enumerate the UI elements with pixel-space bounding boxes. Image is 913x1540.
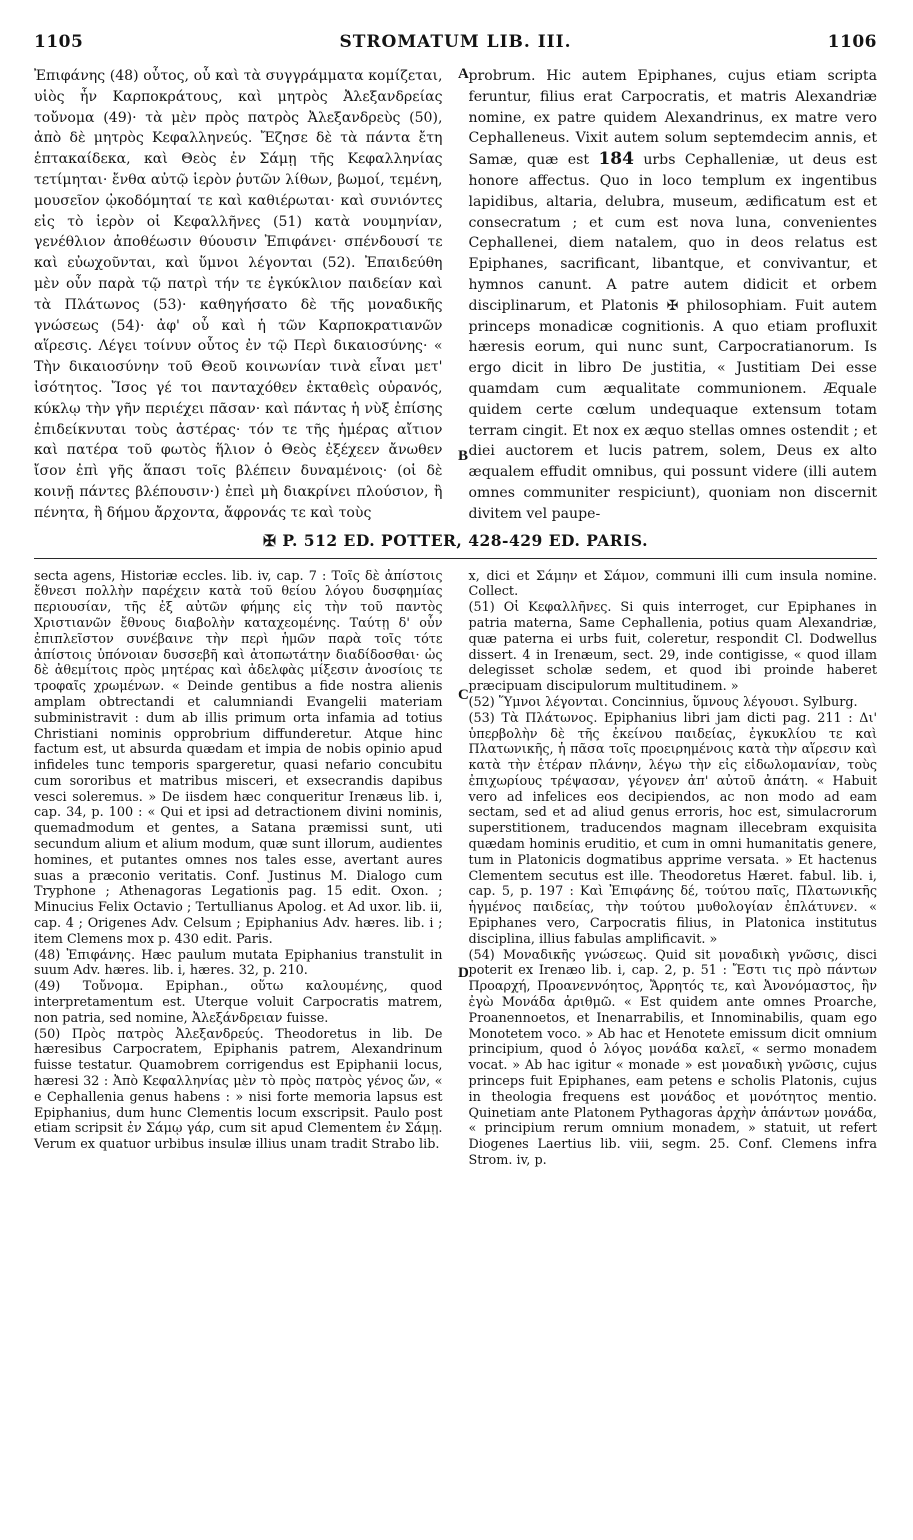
latin-main-text <box>469 66 878 525</box>
note-right-4: (53) Τὰ Πλάτωνος. Epiphanius libri jam dicti pag. 211 : Δι' ὑπερβολὴν δὲ τῆς ἐκείνου παιδείας, ἐγκυκλίου τε καὶ Πλατωνικῆς, ἡ πᾶσα τοῖς προειρημένοις κατὰ τὴν αἵρεσιν καὶ κατὰ τὴν ἑτέραν πλάνην, λέγω τὴν εἰς εἰδωλομανίαν, τοὺς ἐπιχωρίους τρέψασαν, γέγονεν ἀπ' αὐτοῦ ἀπάτη. « Habuit vero ad infelices eos decipiendos, ac non modo ad eam sectam, sed et ad aliud genus erroris, hoc est, simulacrorum superstitionem, traducendos magnam illecebram exquisita quædam hominis eruditio, et cum in omni humanitatis genere, tum in Platonicis dogmatibus apprime versata. » Et hactenus Clementem secutus est ille. Theodoretus Hæret. fabul. lib. i, cap. 5, p. 197 : Καὶ Ἐπιφάνης δέ, τούτου παῖς, Πλατωνικῆς ἡγμένος παιδείας, τὴν τούτου μυθολογίαν ἐπλάτυνεν. « Epiphanes vero, Carpocratis filius, in Platonica institutus disciplina, illius fabulas amplificavit. » <box>468 710 877 947</box>
margin-letter-b: B <box>458 448 469 464</box>
margin-letter-d: D <box>458 964 469 981</box>
note-left-3: (49) Τοὔνομα. Epiphan., οὕτω καλουμένης, quod interpretamentum est. Uterque voluit Carpocratis matrem, non patria, sed nomine, Ἀλεξάνδρειαν fuisse. <box>34 979 443 1026</box>
note-left-1: secta agens, Historiæ eccles. lib. iv, cap. 7 : Τοῖς δὲ ἀπίστοις ἔθνεσι πολλὴν παρέχειν κατὰ τοῦ θείου λόγου δυσφημίας περιουσίαν, τῆς ἐξ αὐτῶν φήμης εἰς τὴν τοῦ παντὸς Χριστιανῶν ἔθνους διαβολὴν καταχεομένης. Ταύτῃ δ' οὖν ἐπιπλεῖστον συνέβαινε τὴν περὶ ἡμῶν παρὰ τοῖς τότε ἀπίστοις ὑπόνοιαν δυσσεβῆ καὶ ἀτοπωτάτην διαδίδοσθαι· ὡς δὲ ἀθεμίτοις πρὸς μητέρας καὶ ἀδελφὰς μίξεσιν ἀνοσίοις τε τροφαῖς χρωμένων. « Deinde gentibus a fide nostra alienis amplam obtrectandi et calumniandi Evangelii materiam subministravit : dum ab illis primum orta infamia ad totius Christiani nominis opprobrium diffunderetur. Atque hinc factum est, ut absurda quædam et impia de nobis opinio apud infideles tunc temporis spargeretur, quasi nefario concubitu cum sororibus et matribus misceri, et exsecrandis dapibus vesci soleremus. » De iisdem hæc conqueritur Irenæus lib. i, cap. 34, p. 100 : « Qui et ipsi ad detractionem divini nominis, quemadmodum et gentes, a Satana præmissi sunt, uti secundum alium et alium modum, quæ sunt illorum, audientes homines, et putantes omnes nos tales esse, avertant aures suas a præconio veritatis. Conf. Justinus M. Dialogo cum Tryphone ; Athenagoras Legationis pag. 15 edit. Oxon. ; Minucius Felix Octavio ; Tertullianus Apolog. et Ad uxor. lib. ii, cap. 4 ; Origenes Adv. Celsum ; Epiphanius Adv. hæres. lib. i ; item Clemens mox p. 430 edit. Paris. <box>34 568 443 947</box>
note-right-2: (51) Οἱ Κεφαλλῆνες. Si quis interroget, cur Epiphanes in patria materna, Same Cephallenia, potius quam Alexandriæ, quæ paterna ei urbs fuit, coleretur, respondit Cl. Dodwellus dissert. 4 in Irenæum, sect. 29, inde contigisse, « quod illam delegisset scholæ sedem, et quod ibi proinde haberet præcipuam discipulorum multitudinem. » <box>468 600 877 695</box>
note-right-5: (54) Μοναδικῆς γνώσεως. Quid sit μοναδικὴ γνῶσις, disci poterit ex Irenæo lib. i, cap. 2, p. 51 : Ἔστι τις πρὸ πάντων Προαρχή, Προανεννόητος, Ἄρρητός τε, καὶ Ἀνονόμαστος, ἣν ἐγὼ Μονάδα ἀριθμῶ. « Est quidem ante omnes Proarche, Proanennoetos, et Inenarrabilis, et Innominabilis, quam ego Monotetem voco. » Ab hac et Henotete emissum dicit omnium principium, quod ὁ λόγος μονάδα καλεῖ, « sermo monadem vocat. » Ab hac igitur « monade » est μοναδικὴ γνῶσις, cujus princeps fuit Epiphanes, eam petens e scholis Platonis, cujus in theologia frequens est μονάδος et μονότητος mentio. Quinetiam ante Platonem Pythagoras ἀρχὴν ἁπάντων μονάδα, « principium rerum omnium monadem, » statuit, ut refert Diogenes Laertius lib. viii, segm. 25. Conf. Clemens infra Strom. iv, p. <box>468 947 877 1169</box>
running-header <box>34 24 877 54</box>
note-left-4: (50) Πρὸς πατρὸς Ἀλεξανδρεύς. Theodoretus in lib. De hæresibus Carpocratem, Epiphanis patrem, Alexandrinum fuisse testatur. Quamobrem corrigendus est Epiphanii locus, hæresi 32 : Ἀπὸ Κεφαλληνίας μὲν τὸ πρὸς πατρὸς γένος ὤν, « e Cephallenia genus habens : » nisi forte memoria lapsus est Epiphanius, dum hunc Clementis locum exscripsit. Paulo post etiam scripsit ἐν Σάμῳ γάρ, cum sit apud Clementem ἐν Σάμῃ. Verum ex quatuor urbibus insulæ illius unam tradit Strabo lib. <box>34 1026 443 1153</box>
greek-main-text: Ἐπιφάνης (48) οὗτος, οὗ καὶ τὰ συγγράμματα κομίζεται, υἱὸς ἦν Καρποκράτους, καὶ μητρὸς Ἀλεξανδρείας τοὔνομα (49)· τὰ μὲν πρὸς πατρὸς Ἀλεξανδρεὺς (50), ἀπὸ δὲ μητρὸς Κεφαλληνεύς. Ἔζησε δὲ τὰ πάντα ἔτη ἑπτακαίδεκα, καὶ Θεὸς ἐν Σάμῃ τῆς Κεφαλληνίας τετίμηται· ἔνθα αὐτῷ ἱερὸν ῥυτῶν λίθων, βωμοί, τεμένη, μουσεῖον ᾠκοδόμηταί τε καὶ καθιέρωται· καὶ συνιόντες εἰς τὸ ἱερὸν οἱ Κεφαλλῆνες (51) κατὰ νουμηνίαν, γενέθλιον ἀποθέωσιν θύουσιν Ἐπιφάνει· σπένδουσί τε καὶ εὐωχοῦνται, καὶ ὕμνοι λέγονται (52). Ἐπαιδεύθη μὲν οὖν παρὰ τῷ πατρὶ τήν τε ἐγκύκλιον παιδείαν καὶ τὰ Πλάτωνος (53)· καθηγήσατο δὲ τῆς μοναδικῆς γνώσεως (54)· ἀφ' οὗ καὶ ἡ τῶν Καρποκρατιανῶν αἵρεσις. Λέγει τοίνυν οὗτος ἐν τῷ Περὶ δικαιοσύνης· « Τὴν δικαιοσύνην τοῦ Θεοῦ κοινωνίαν τινὰ εἶναι μετ' ἰσότητος. Ἴσος γέ τοι πανταχόθεν ἐκταθεὶς οὐρανός, κύκλῳ τὴν γῆν περιέχει πᾶσαν· καὶ πάντας ἡ νὺξ ἐπίσης ἐπιδείκνυται τοὺς ἀστέρας· τόν τε τῆς ἡμέρας αἴτιον καὶ πατέρα τοῦ φωτὸς ἥλιον ὁ Θεὸς ἐξέχεεν ἄνωθεν ἴσον ἐπὶ γῆς ἅπασι τοῖς βλέπειν δυναμένοις· (οἱ δὲ κοινῇ πάντες βλέπουσιν·) ἐπεὶ μὴ διακρίνει πλούσιον, ἢ πένητα, ἢ δήμου ἄρχοντα, ἄφρονάς τε καὶ τοὺς <box>34 68 443 521</box>
latin-text-part-1: probrum. Hic autem Epiphanes, cujus etiam scripta feruntur, filius erat Carpocratis, et matris Alexandriæ nomine, ex patre quidem Alexandrinus, ex matre vero Cephalleneus. Vixit autem solum septemdecim annis, et Samæ, quæ est <box>468 68 877 169</box>
notes-area <box>34 569 877 1169</box>
running-title: STROMATUM LIB. III. <box>339 32 572 52</box>
left-page-number: 1105 <box>34 32 84 52</box>
note-left-2: (48) Ἐπιφάνης. Hæc paulum mutata Epiphanius transtulit in suum Adv. hæres. lib. i, hæres. 32, p. 210. <box>34 947 443 979</box>
notes-left-column <box>34 569 443 1169</box>
margin-letter-a: A <box>458 66 469 82</box>
folio-reference: ✠ P. 512 ED. POTTER, 428-429 ED. PARIS. <box>263 530 648 550</box>
notes-right-column <box>469 569 878 1169</box>
main-text-area <box>34 66 877 525</box>
latin-text-part-2: urbs Cephalleniæ, ut deus est honore affectus. Quo in loco templum ex ingentibus lapidibus, altaria, delubra, museum, ædificatum est et consecratum ; et cum est nova luna, convenientes Cephallenei, diem natalem, quo in deos relatus est Epiphanes, sacrificant, libantque, et convivantur, et hymnos canunt. A patre autem didicit et orbem disciplinarum, et Platonis ✠ philosophiam. Fuit autem princeps monadicæ cognitionis. A quo etiam profluxit hæresis eorum, qui nunc sunt, Carpocratianorum. Is ergo dicit in libro De justitia, « Justitiam Dei esse quamdam cum æqualitate communionem. Æquale quidem certe cœlum undequaque extensum totam terram cingit. Et nox ex æquo stellas omnes ostendit ; et diei auctorem et lucis patrem, solem, Deus ex alto æqualem effudit omnibus, qui possunt videre (illi autem omnes communiter respiciunt), quoniam non discernit divitem vel paupe- <box>468 152 877 522</box>
greek-column <box>34 66 443 525</box>
margin-letter-c: C <box>458 686 469 703</box>
right-page-number: 1106 <box>827 32 877 52</box>
note-right-3: (52) Ὕμνοι λέγονται. Concinnius, ὕμνους λέγουσι. Sylburg. <box>468 694 858 710</box>
notes-divider <box>34 558 877 559</box>
page-marker: 184 <box>598 149 634 170</box>
latin-column <box>469 66 878 525</box>
note-right-1: x, dici et Σάμην et Σάμον, communi illi cum insula nomine. Collect. <box>468 568 877 600</box>
